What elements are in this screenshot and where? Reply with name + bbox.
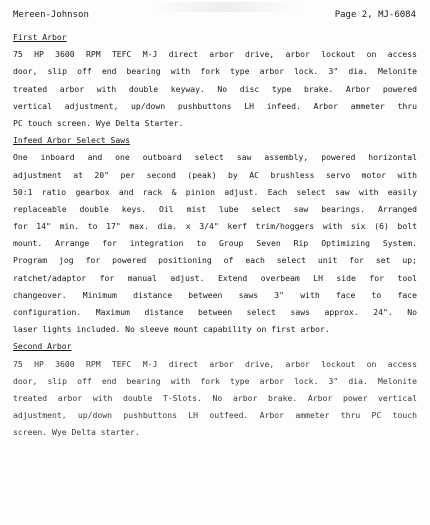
paragraph-line: changeover. Minimum distance between saws 3" with face to face <box>13 289 417 300</box>
paragraph-line: screen. Wye Delta starter. <box>13 427 140 438</box>
paragraph-line: vertical adjustment, up/down pushbuttons LH infeed. Arbor ammeter thru <box>13 100 417 111</box>
paragraph-line: door, slip off end bearing with fork type arbor lock. 3" dia. Melonite <box>13 66 417 77</box>
paragraph-line: adjustment at 20" per second (peak) by AC brushless servo motor with <box>13 169 417 180</box>
paragraph-line: treated arbor with double keyway. No disc type brake. Arbor powered <box>13 83 417 94</box>
section-heading-second-arbor: Second Arbor <box>13 341 72 352</box>
page-header <box>13 8 416 22</box>
paragraph-line: for 14" min. to 17" max. dia. x 3/4" kerf trim/hoggers with six (6) bolt <box>13 221 417 232</box>
paragraph-line: One inboard and one outboard select saw assembly, powered horizontal <box>13 152 417 163</box>
paragraph-line: PC touch screen. Wye Delta Starter. <box>13 117 184 128</box>
page-number: Page 2, MJ-6084 <box>334 10 416 20</box>
document-body <box>13 29 417 442</box>
paragraph-line: 75 HP 3600 RPM TEFC M-J direct arbor drive, arbor lockout on access <box>13 358 417 369</box>
paragraph-line: 75 HP 3600 RPM TEFC M-J direct arbor drive, arbor lockout on access <box>13 49 417 60</box>
paragraph-line: mount. Arrange for integration to Group Seven Rip Optimizing System. <box>13 238 417 249</box>
paragraph-line: treated arbor with double T-Slots. No arbor brake. Arbor power vertical <box>13 392 417 403</box>
paragraph-line: Program jog for powered positioning of each select unit for set up; <box>13 255 417 266</box>
paragraph-line: laser lights included. No sleeve mount capability on first arbor. <box>13 324 330 335</box>
paragraph-line: 50:1 ratio gearbox and rack & pinion adjust. Each select saw with easily <box>13 186 417 197</box>
paragraph-line: door, slip off end bearing with fork type arbor lock. 3" dia. Melonite <box>13 375 417 386</box>
paragraph-line: configuration. Maximum distance between select saws approx. 24". No <box>13 307 417 317</box>
paragraph-line: replaceable double keys. Oil mist lube select saw bearings. Arranged <box>13 203 417 214</box>
company-name: Mereen-Johnson <box>13 10 89 20</box>
section-heading-infeed-select-saws: Infeed Arbor Select Saws <box>13 135 130 146</box>
paragraph-line: ratchet/adaptor for manual adjust. Extend overbeam LH side for tool <box>13 272 417 283</box>
paragraph-line: adjustment, up/down pushbuttons LH outfeed. Arbor ammeter thru PC touch <box>13 410 417 421</box>
section-heading-first-arbor: First Arbor <box>13 32 67 42</box>
